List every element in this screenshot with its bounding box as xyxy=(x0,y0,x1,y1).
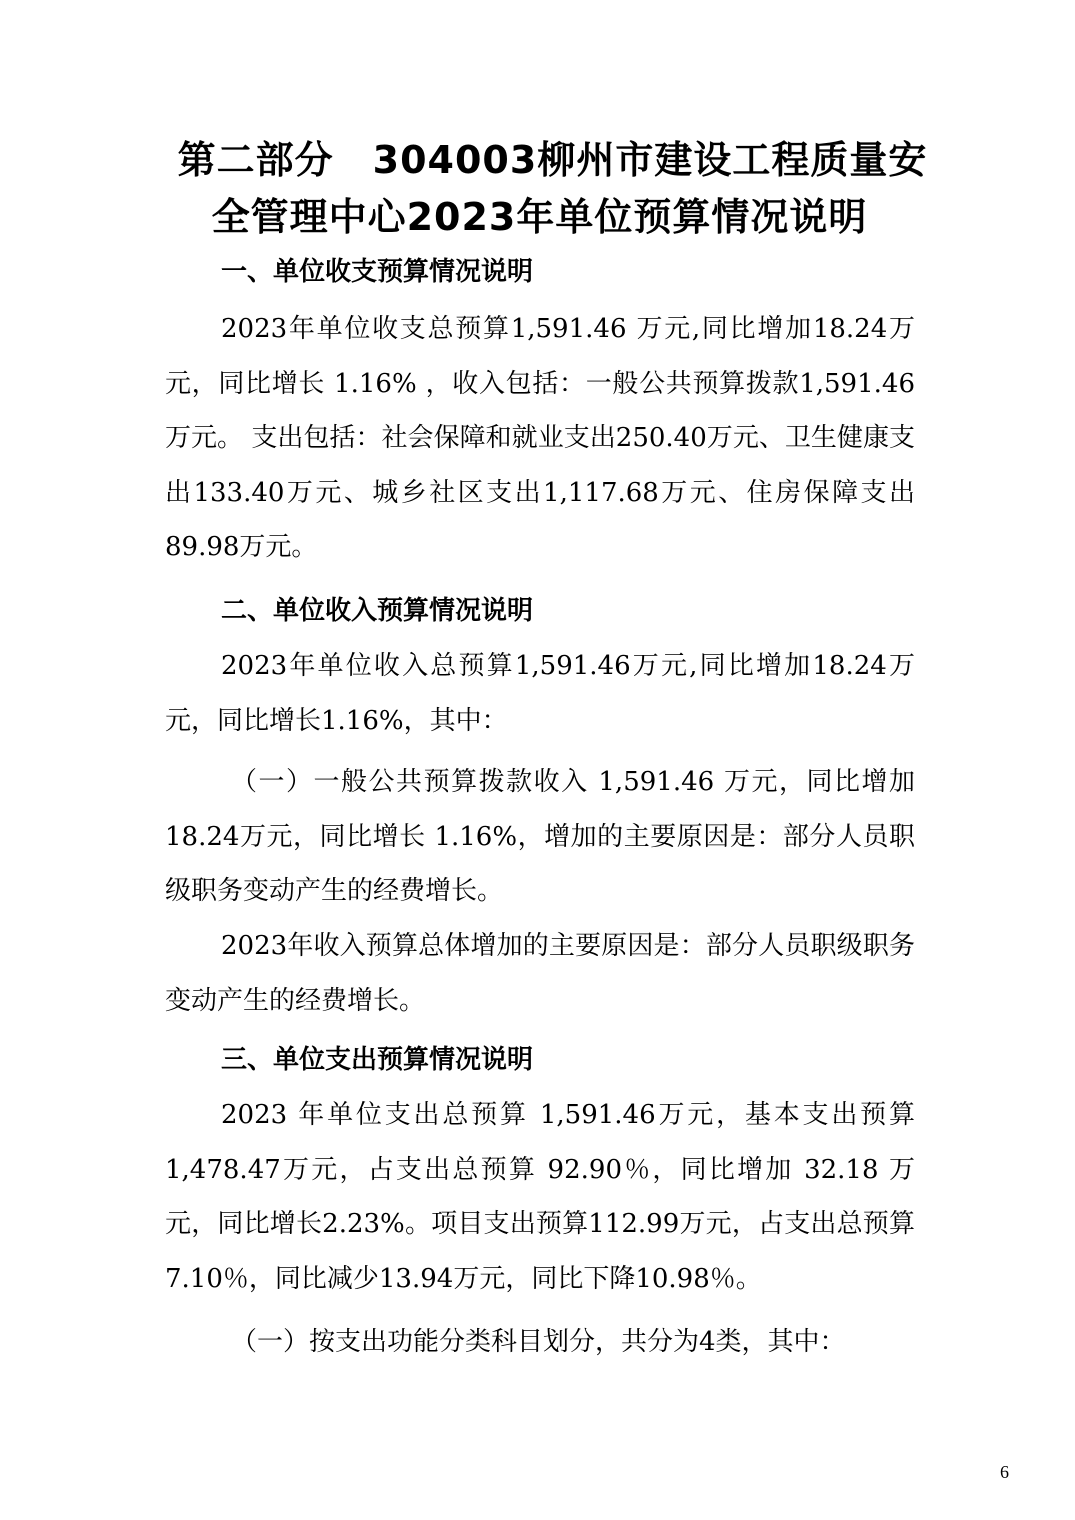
section-3-heading: 三、单位支出预算情况说明 xyxy=(221,1045,534,1075)
section-3-paragraph-1: 2023 年单位支出总预算 1,591.46万元，基本支出预算1,478.47万元，占支出总预算 92.90％，同比增加 32.18 万元，同比增长2.23%。项目支出预算112.99万元，占支出总预算7.10％，同比减少13.94万元，同比下降10.98％。 xyxy=(165,1100,915,1294)
section-1-heading: 一、单位收支预算情况说明 xyxy=(221,257,534,287)
section-2-paragraph-3: 2023年收入预算总体增加的主要原因是：部分人员职级职务变动产生的经费增长。 xyxy=(165,931,915,1016)
section-3-paragraph-2: （一）按支出功能分类科目划分，共分为4类，其中： xyxy=(231,1327,846,1357)
section-2-paragraph-2: （一）一般公共预算拨款收入 1,591.46 万元，同比增加 18.24万元，同比增长 1.16%，增加的主要原因是：部分人员职级职务变动产生的经费增长。 xyxy=(165,767,915,906)
page-number: 6 xyxy=(1000,1462,1009,1482)
section-2-paragraph-1: 2023年单位收入总预算1,591.46万元,同比增加18.24万元，同比增长1.16%，其中： xyxy=(165,651,915,736)
document-title-line-1: 第二部分 304003柳州市建设工程质量安 xyxy=(177,138,928,182)
section-2-heading: 二、单位收入预算情况说明 xyxy=(221,596,534,626)
document-title-line-2: 全管理中心2023年单位预算情况说明 xyxy=(211,195,868,239)
section-1-paragraph: 2023年单位收支总预算1,591.46 万元,同比增加18.24万元，同比增长 1.16% ，收入包括：一般公共预算拨款1,591.46万元。 支出包括：社会保障和就业支出250.40万元、卫生健康支出133.40万元、城乡社区支出1,117.68万元、住房保障支出89.98万元。 xyxy=(165,314,915,562)
